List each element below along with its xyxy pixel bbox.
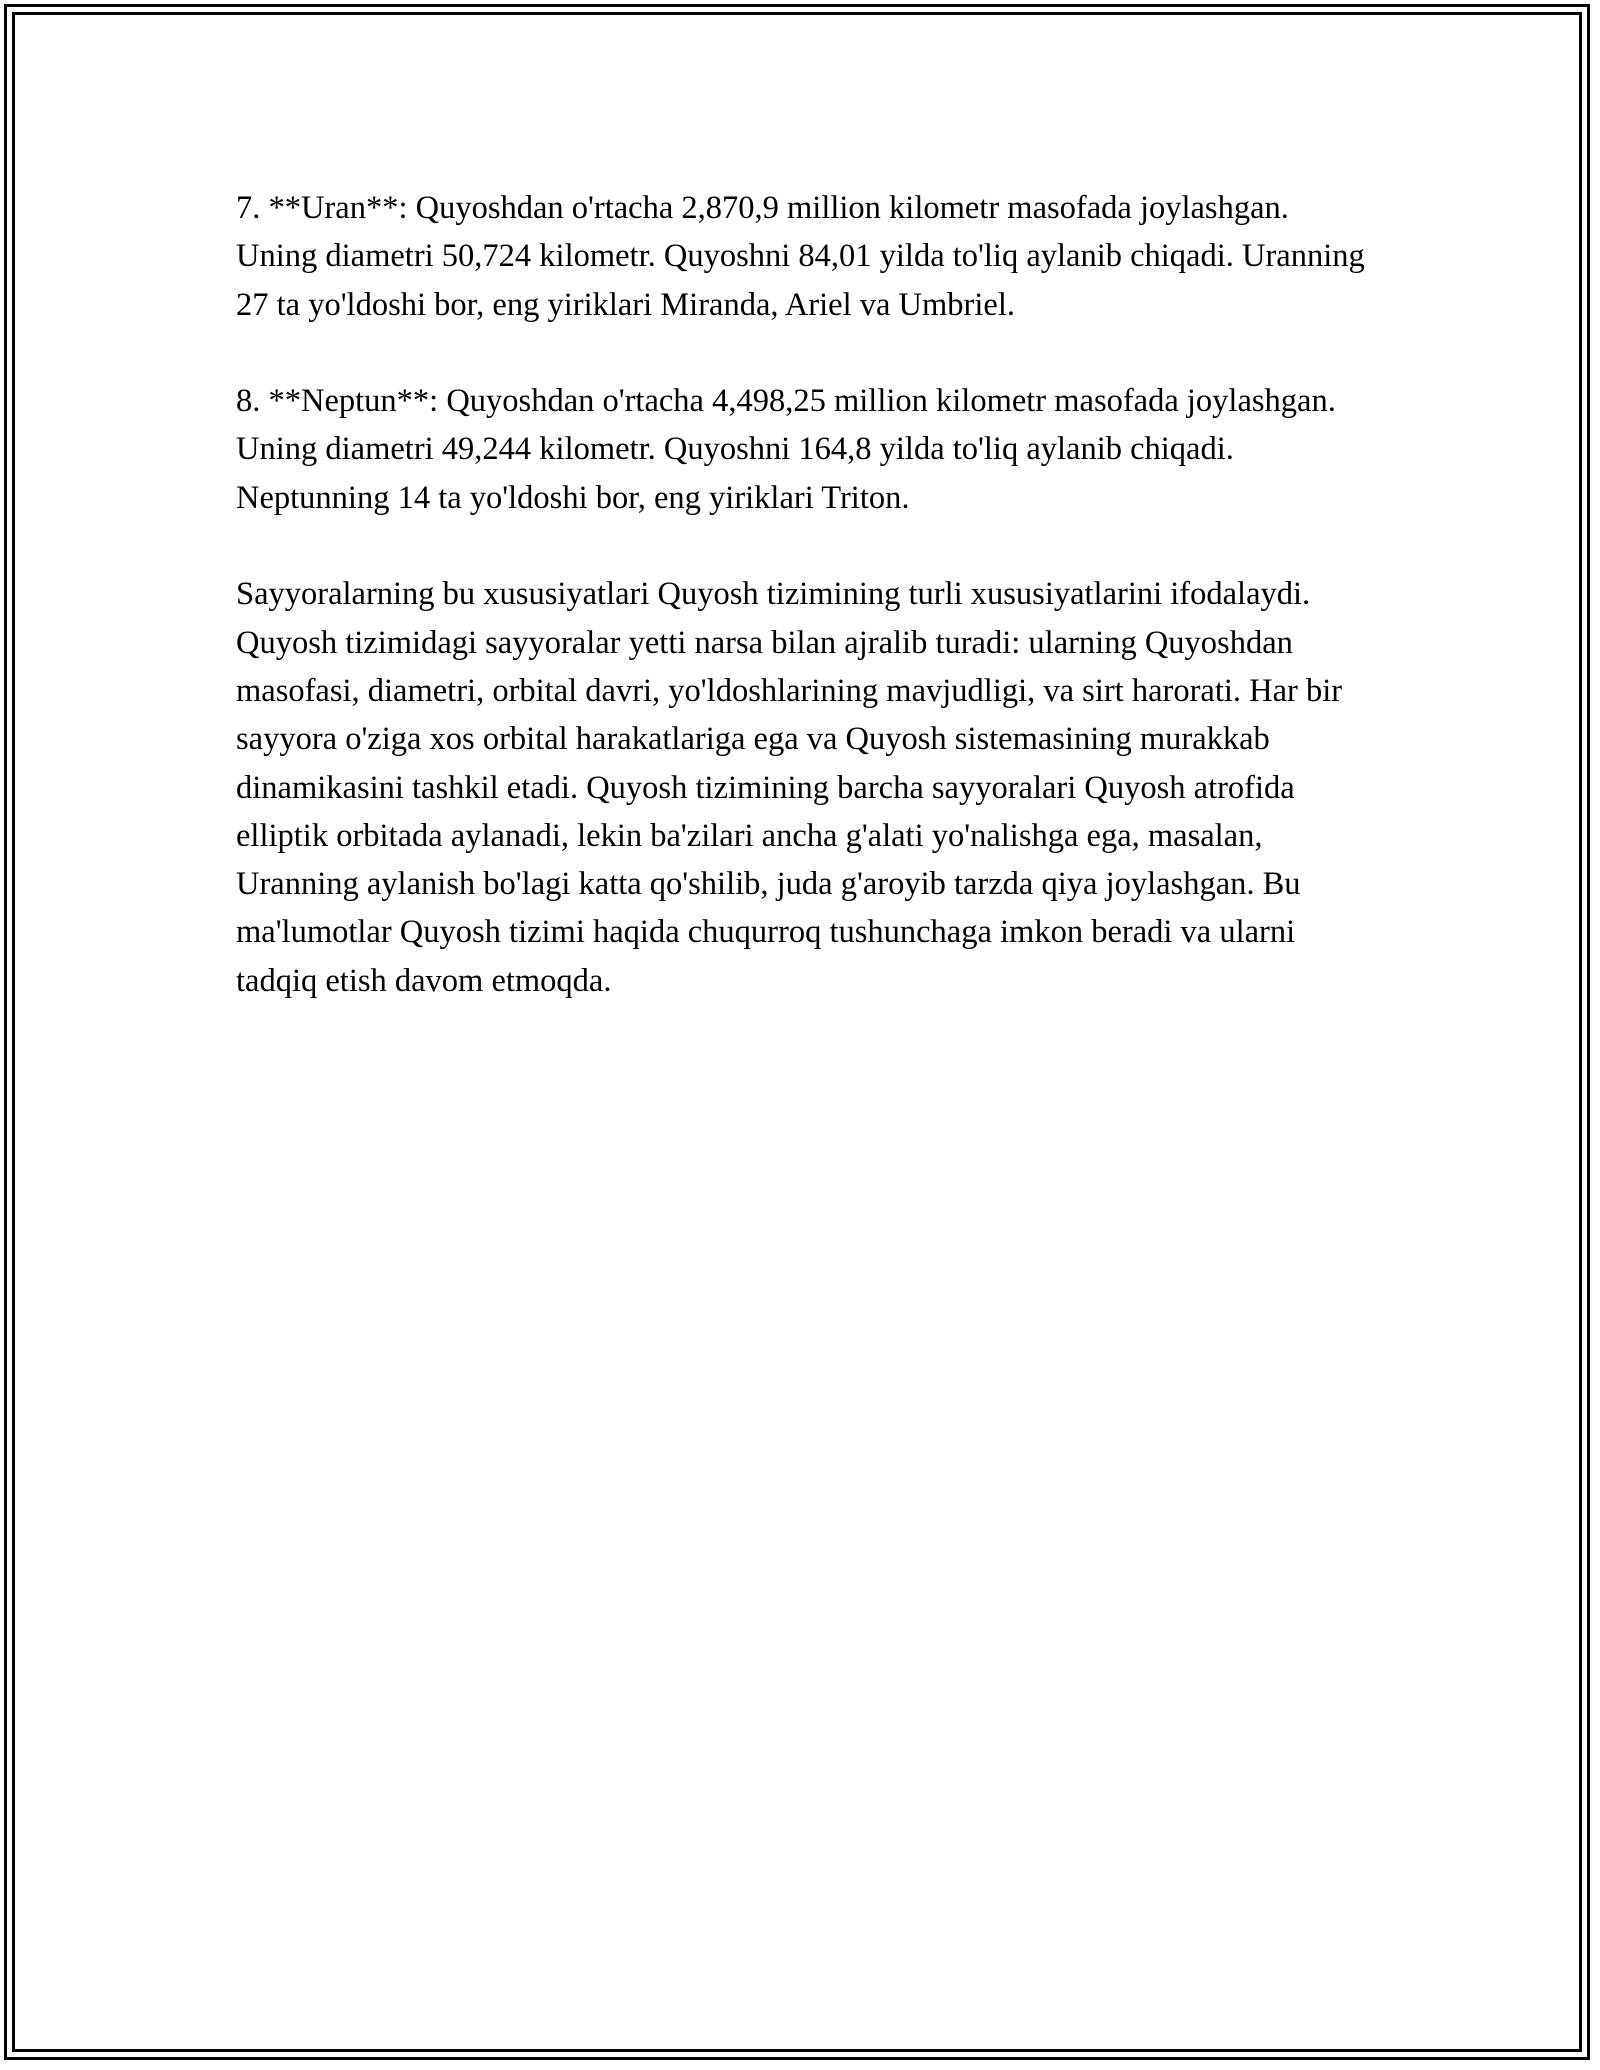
paragraph-summary: Sayyoralarning bu xususiyatlari Quyosh tizimining turli xususiyatlarini ifodalaydi. Quyosh tizimidagi sayyoralar yetti narsa bilan ajralib turadi: ularning Quyoshdan masofasi, diametri, orbital davri, yo'ldoshlarining mavjudligi, va sirt harorati. Har bir sayyora o'ziga xos orbital harakatlariga ega va Quyosh sistemasining murakkab dinamikasini tashkil etadi. Quyosh tizimining barcha sayyoralari Quyosh atrofida elliptik orbitada aylanadi, lekin ba'zilari ancha g'alati yo'nalishga ega, masalan, Uranning aylanish bo'lagi katta qo'shilib, juda g'aroyib tarzda qiya joylashgan. Bu ma'lumotlar Quyosh tizimi haqida chuqurroq tushunchaga imkon beradi va ularni tadqiq etish davom etmoqda. [236,576,1343,999]
document-body [236,184,1366,1053]
paragraph-neptun: 8. **Neptun**: Quyoshdan o'rtacha 4,498,25 million kilometr masofada joylashgan. Uning diametri 49,244 kilometr. Quyoshni 164,8 yilda to'liq aylanib chiqadi. Neptunning 14 ta yo'ldoshi bor, eng yiriklari Triton. [236,383,1336,516]
paragraph-uran: 7. **Uran**: Quyoshdan o'rtacha 2,870,9 million kilometr masofada joylashgan. Uning diametri 50,724 kilometr. Quyoshni 84,01 yilda to'liq aylanib chiqadi. Uranning 27 ta yo'ldoshi bor, eng yiriklari Miranda, Ariel va Umbriel. [236,190,1365,323]
